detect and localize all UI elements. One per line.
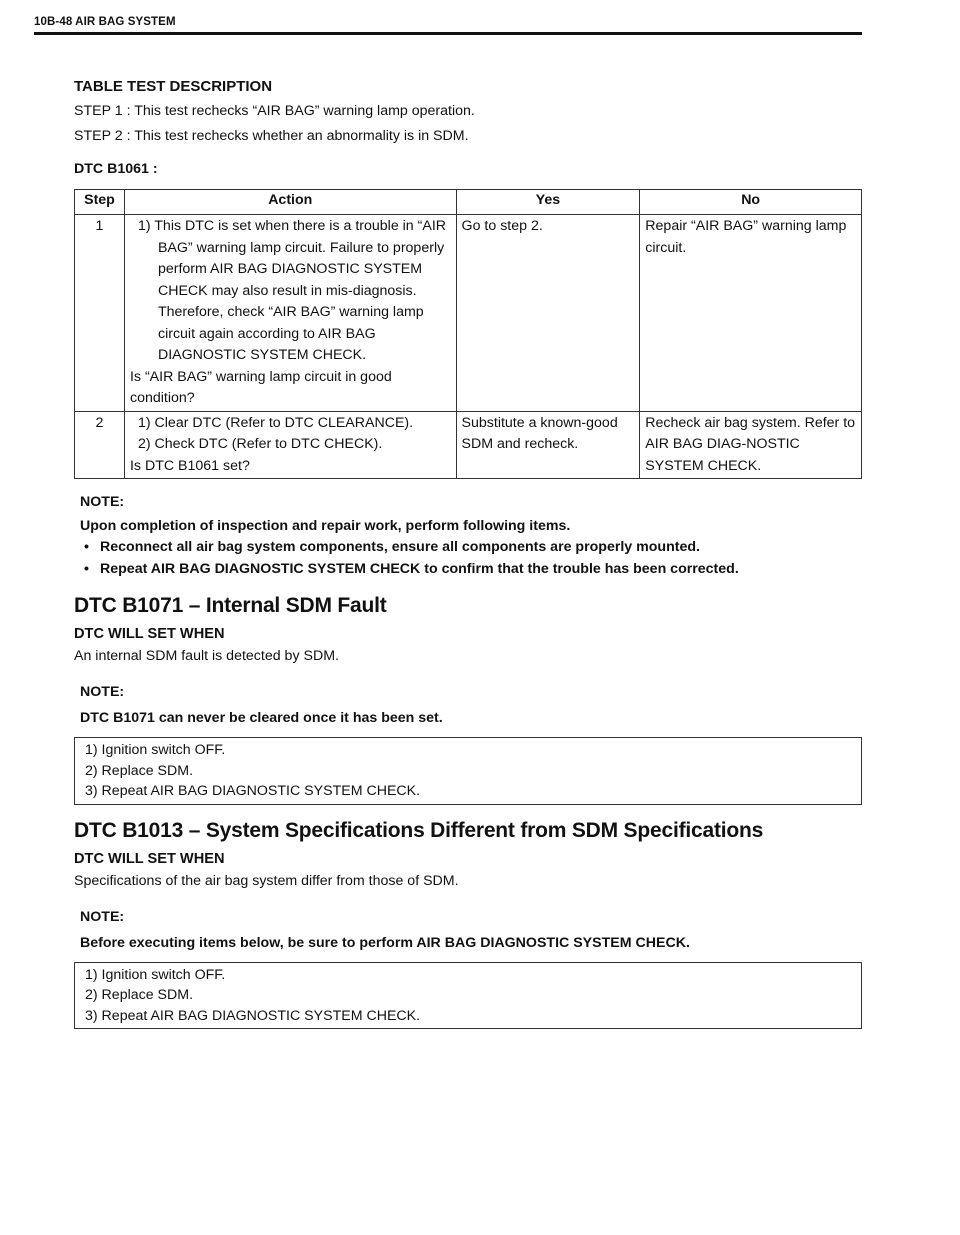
test-description-line-1: STEP 1 : This test rechecks “AIR BAG” warning lamp operation. [74, 103, 475, 119]
dtc-b1071-note [74, 679, 862, 731]
table-row [75, 411, 862, 479]
no-cell: Recheck air bag system. Refer to AIR BAG DIAG-NOSTIC SYSTEM CHECK. [640, 411, 862, 479]
procedure-step: 1) Ignition switch OFF. [85, 966, 226, 983]
step-number: 1 [75, 215, 125, 412]
action-question: Is “AIR BAG” warning lamp circuit in good condition? [129, 368, 392, 406]
note-label: NOTE: [80, 494, 125, 510]
table-header-row [75, 190, 862, 215]
dtc-b1061-label: DTC B1061 : [74, 161, 158, 177]
note-label: NOTE: [80, 684, 125, 700]
note-bullet-text: Reconnect all air bag system components, ensure all components are properly mounted. [100, 539, 700, 555]
bullet-icon: • [84, 539, 89, 555]
column-header-no: No [640, 190, 862, 215]
table-row [75, 215, 862, 412]
dtc-b1013-set-heading: DTC WILL SET WHEN [74, 850, 225, 867]
dtc-b1071-procedure [74, 737, 862, 805]
note-bullet-item [80, 559, 862, 581]
no-cell: Repair “AIR BAG” warning lamp circuit. [640, 215, 862, 412]
dtc-b1013-note [74, 904, 862, 956]
note-intro: Upon completion of inspection and repair work, perform following items. [80, 518, 571, 534]
note-bullet-list [80, 537, 862, 580]
action-cell [124, 411, 456, 479]
note-text: DTC B1071 can never be cleared once it has been set. [80, 710, 443, 726]
action-item: 1) This DTC is set when there is a trouble in “AIR BAG” warning lamp circuit. Failure to properly perform AIR BAG DIAGNOSTIC SYSTEM CHECK may also result in mis-diagnosis. Therefore, check “AIR BAG” warning lamp circuit again according to AIR BAG DIAGNOSTIC SYSTEM CHECK. [137, 218, 447, 363]
dtc-b1061-note [74, 489, 862, 580]
note-bullet-text: Repeat AIR BAG DIAGNOSTIC SYSTEM CHECK to confirm that the trouble has been corrected. [100, 560, 739, 577]
note-bullet-item [80, 537, 862, 559]
procedure-step: 1) Ignition switch OFF. [85, 742, 226, 758]
procedure-step: 3) Repeat AIR BAG DIAGNOSTIC SYSTEM CHECK. [85, 1007, 421, 1024]
header-rule [34, 32, 862, 35]
note-label: NOTE: [80, 908, 125, 925]
column-header-yes: Yes [456, 190, 640, 215]
dtc-b1013-procedure [74, 962, 862, 1030]
procedure-step: 2) Replace SDM. [85, 762, 194, 779]
step-number: 2 [75, 411, 125, 479]
note-text: Before executing items below, be sure to perform AIR BAG DIAGNOSTIC SYSTEM CHECK. [80, 934, 690, 951]
action-item: 1) Clear DTC (Refer to DTC CLEARANCE). [137, 414, 414, 431]
yes-cell: Substitute a known-good SDM and recheck. [456, 411, 640, 479]
column-header-action: Action [124, 190, 456, 215]
procedure-step: 3) Repeat AIR BAG DIAGNOSTIC SYSTEM CHECK. [85, 783, 421, 799]
page-header [34, 12, 862, 62]
header-title: 10B-48 AIR BAG SYSTEM [34, 16, 176, 28]
page-content [74, 76, 862, 1029]
dtc-b1013-title: DTC B1013 – System Specifications Different from SDM Specifications [74, 818, 764, 842]
dtc-b1013-set-text: Specifications of the air bag system differ from those of SDM. [74, 872, 459, 889]
test-description-line-2: STEP 2 : This test rechecks whether an abnormality is in SDM. [74, 128, 469, 144]
procedure-step: 2) Replace SDM. [85, 987, 194, 1003]
yes-cell: Go to step 2. [456, 215, 640, 412]
action-item: 2) Check DTC (Refer to DTC CHECK). [137, 436, 383, 452]
test-description-heading: TABLE TEST DESCRIPTION [74, 78, 273, 95]
dtc-b1061-table [74, 189, 862, 479]
action-question: Is DTC B1061 set? [129, 457, 250, 474]
action-cell [124, 215, 456, 412]
column-header-step: Step [75, 190, 125, 215]
dtc-b1071-set-heading: DTC WILL SET WHEN [74, 626, 225, 642]
dtc-b1071-set-text: An internal SDM fault is detected by SDM. [74, 648, 339, 664]
dtc-b1071-title: DTC B1071 – Internal SDM Fault [74, 594, 387, 617]
bullet-icon: • [84, 560, 89, 577]
